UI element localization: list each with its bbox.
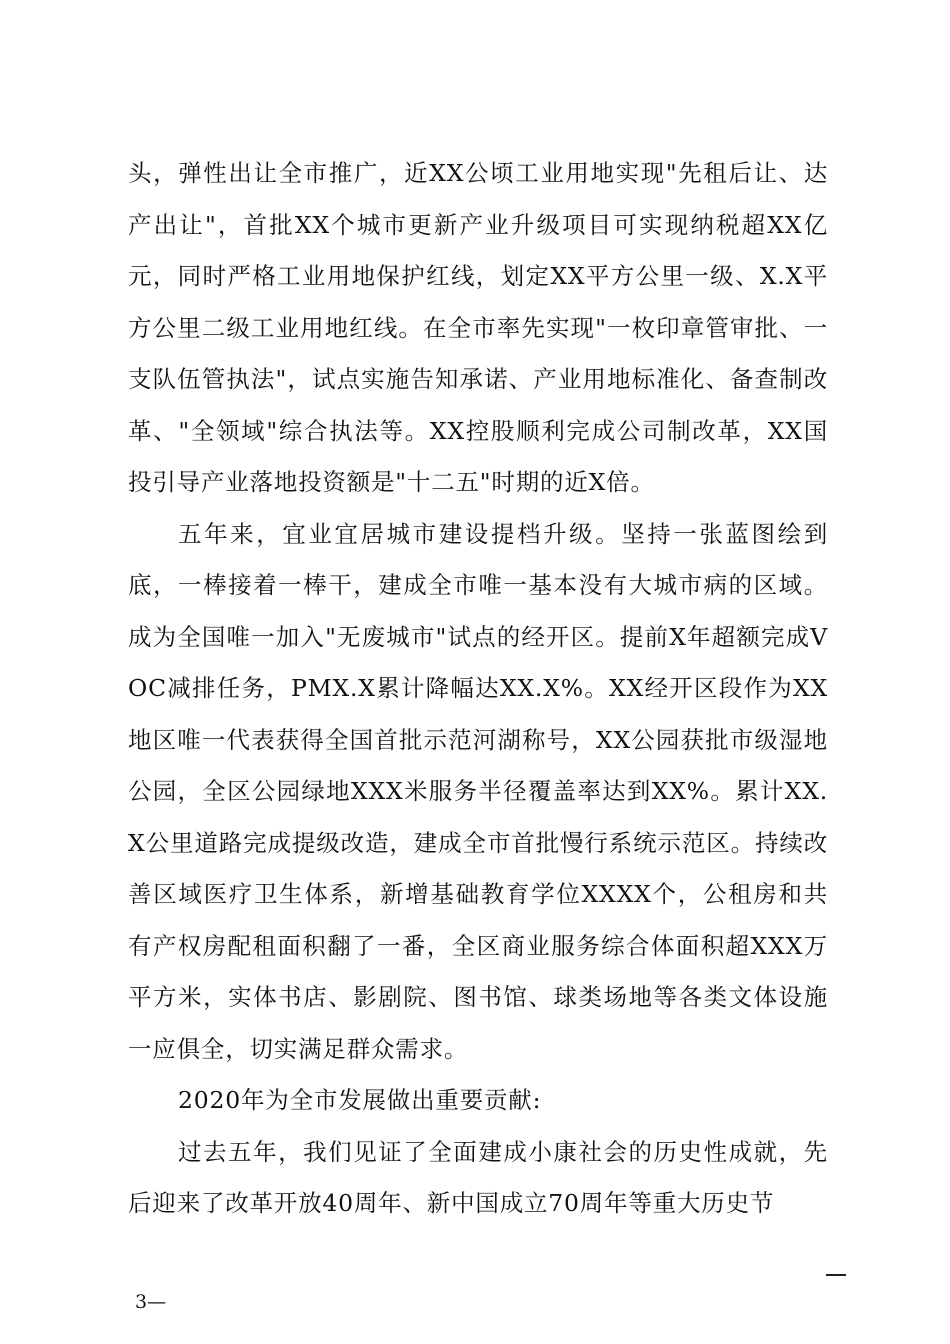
footer-rule xyxy=(826,1274,846,1276)
document-body xyxy=(128,148,828,1230)
page-number: 3— xyxy=(135,1291,167,1313)
paragraph-continuation: 头，弹性出让全市推广，近XX公顷工业用地实现"先租后让、达产出让"，首批XX个城市更新产业升级项目可实现纳税超XX亿元，同时严格工业用地保护红线，划定XX平方公里一级、X.X平方公里二级工业用地红线。在全市率先实现"一枚印章管审批、一支队伍管执法"，试点实施告知承诺、产业用地标准化、备查制改革、"全领域"综合执法等。XX控股顺利完成公司制改革，XX国投引导产业落地投资额是"十二五"时期的近X倍。 xyxy=(128,159,828,496)
paragraph-2020-heading: 2020年为全市发展做出重要贡献: xyxy=(178,1086,542,1114)
paragraph-past-five-years: 过去五年，我们见证了全面建成小康社会的历史性成就，先后迎来了改革开放40周年、新中国成立70周年等重大历史节 xyxy=(128,1137,828,1217)
paragraph-livable-city: 五年来，宜业宜居城市建设提档升级。坚持一张蓝图绘到底，一棒接着一棒干，建成全市唯一基本没有大城市病的区域。成为全国唯一加入"无废城市"试点的经开区。提前X年超额完成VOC减排任务，PMX.X累计降幅达XX.X%。XX经开区段作为XX地区唯一代表获得全国首批示范河湖称号，XX公园获批市级湿地公园，全区公园绿地XXX米服务半径覆盖率达到XX%。累计XX.X公里道路完成提级改造，建成全市首批慢行系统示范区。持续改善区域医疗卫生体系，新增基础教育学位XXXX个，公租房和共有产权房配租面积翻了一番，全区商业服务综合体面积超XXX万平方米，实体书店、影剧院、图书馆、球类场地等各类文体设施一应俱全，切实满足群众需求。 xyxy=(128,519,828,1063)
